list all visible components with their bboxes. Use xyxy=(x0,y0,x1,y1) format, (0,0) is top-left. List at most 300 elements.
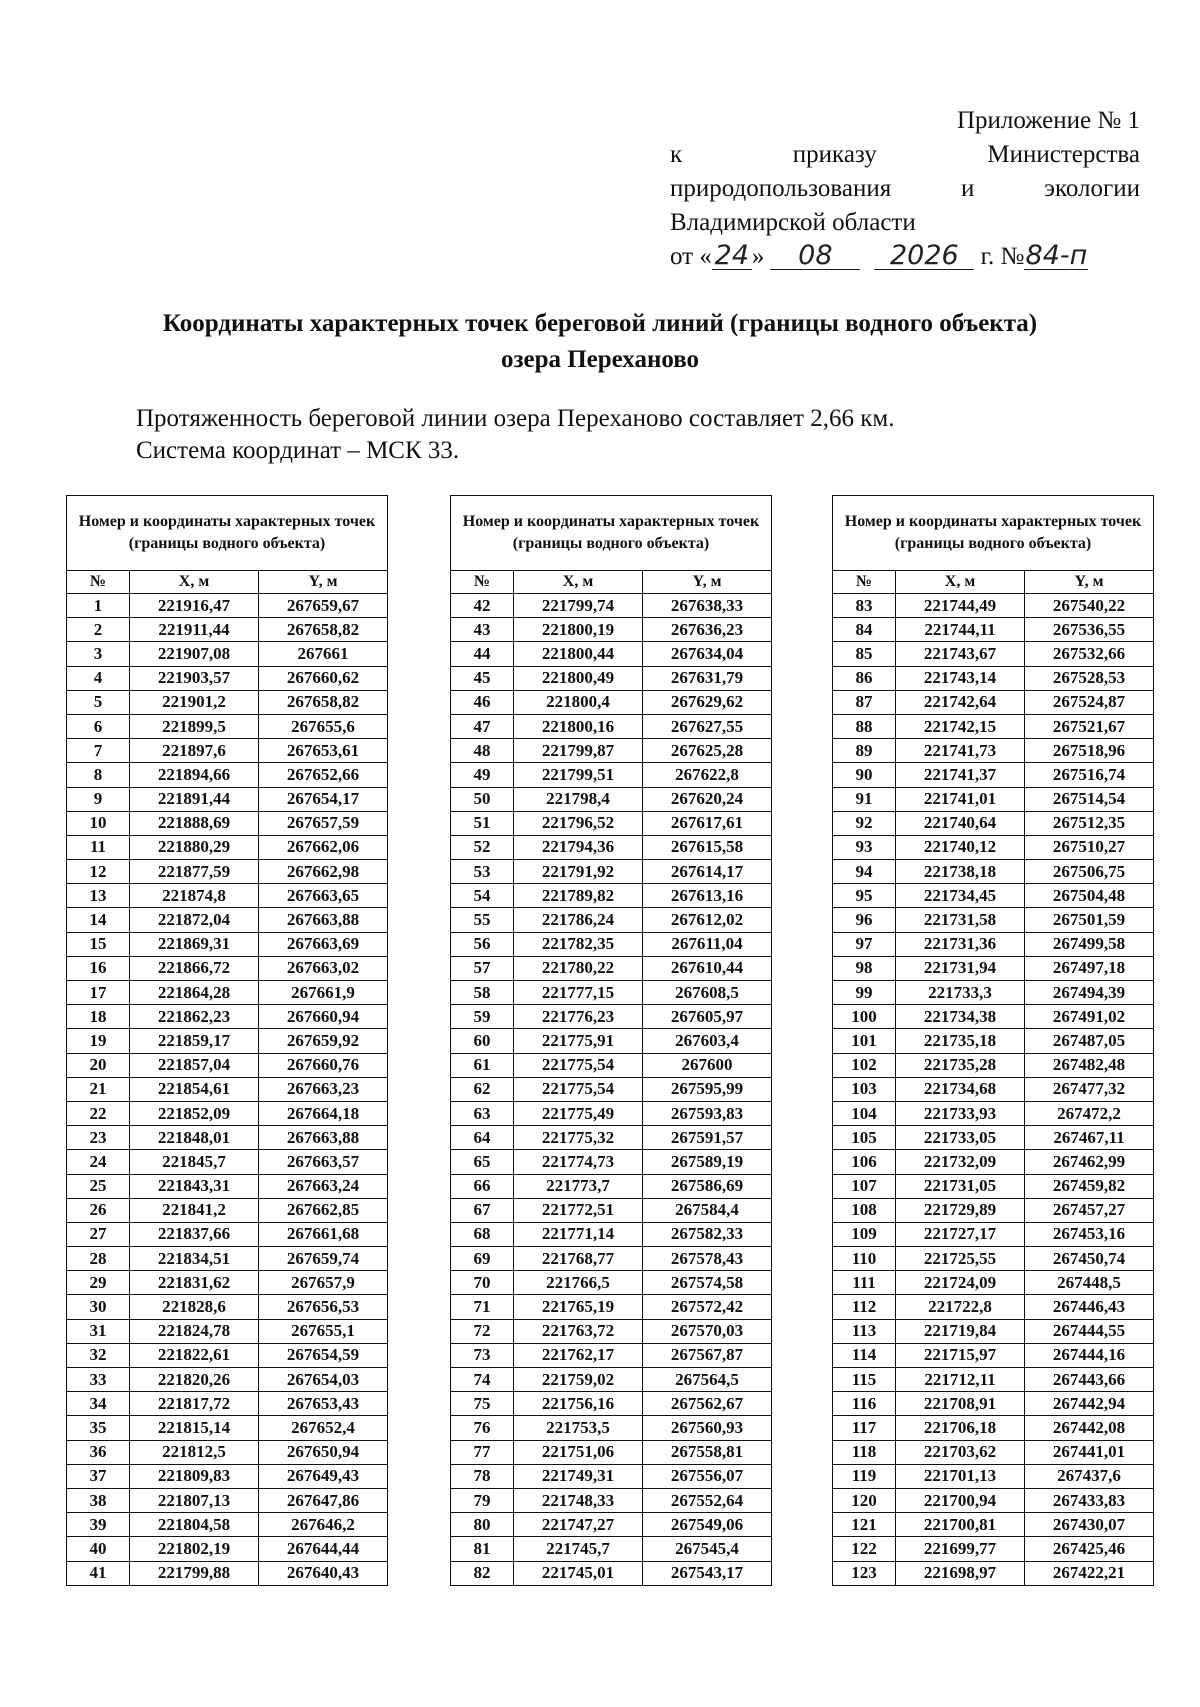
y-coordinate-cell: 267430,07 xyxy=(1025,1513,1154,1537)
table-row xyxy=(833,811,1154,835)
region-line: Владимирской области xyxy=(670,209,916,236)
table-row xyxy=(451,1295,772,1319)
x-coordinate-cell: 221848,01 xyxy=(130,1126,259,1150)
table-row xyxy=(67,884,388,908)
point-number-cell: 74 xyxy=(451,1368,514,1392)
point-number-cell: 108 xyxy=(833,1198,896,1222)
x-coordinate-cell: 221804,58 xyxy=(130,1513,259,1537)
table-row xyxy=(833,1561,1154,1585)
y-coordinate-cell: 267661,68 xyxy=(259,1222,388,1246)
point-number-cell: 4 xyxy=(67,666,130,690)
point-number-cell: 63 xyxy=(451,1101,514,1125)
handwritten-year: 2026 xyxy=(874,243,974,270)
x-coordinate-cell: 221815,14 xyxy=(130,1416,259,1440)
point-number-cell: 44 xyxy=(451,642,514,666)
y-coordinate-cell: 267610,44 xyxy=(643,956,772,980)
y-coordinate-cell: 267663,02 xyxy=(259,956,388,980)
x-coordinate-cell: 221872,04 xyxy=(130,908,259,932)
x-coordinate-cell: 221712,11 xyxy=(896,1368,1025,1392)
x-coordinate-cell: 221897,6 xyxy=(130,739,259,763)
x-coordinate-cell: 221735,18 xyxy=(896,1029,1025,1053)
y-coordinate-cell: 267663,88 xyxy=(259,908,388,932)
x-coordinate-cell: 221768,77 xyxy=(514,1247,643,1271)
y-coordinate-cell: 267501,59 xyxy=(1025,908,1154,932)
table-row xyxy=(451,1222,772,1246)
coordinates-table-3 xyxy=(832,495,1154,1586)
x-coordinate-cell: 221854,61 xyxy=(130,1077,259,1101)
point-number-cell: 112 xyxy=(833,1295,896,1319)
table-row xyxy=(67,666,388,690)
x-coordinate-cell: 221800,49 xyxy=(514,666,643,690)
point-number-cell: 80 xyxy=(451,1513,514,1537)
point-number-cell: 47 xyxy=(451,714,514,738)
table-row xyxy=(67,1126,388,1150)
table-row xyxy=(833,1319,1154,1343)
table-row xyxy=(833,1513,1154,1537)
y-coordinate-cell: 267664,18 xyxy=(259,1101,388,1125)
table-row xyxy=(451,594,772,618)
y-coordinate-cell: 267650,94 xyxy=(259,1440,388,1464)
y-coordinate-cell: 267457,27 xyxy=(1025,1198,1154,1222)
nature-word: природопользования xyxy=(670,175,892,202)
point-number-cell: 11 xyxy=(67,835,130,859)
table-row xyxy=(451,1343,772,1367)
y-coordinate-cell: 267658,82 xyxy=(259,690,388,714)
point-number-cell: 85 xyxy=(833,642,896,666)
table-row xyxy=(67,1368,388,1392)
point-number-cell: 115 xyxy=(833,1368,896,1392)
table-row xyxy=(451,908,772,932)
point-number-cell: 86 xyxy=(833,666,896,690)
y-coordinate-cell: 267652,4 xyxy=(259,1416,388,1440)
table-row xyxy=(833,1343,1154,1367)
y-coordinate-cell: 267647,86 xyxy=(259,1488,388,1512)
y-coordinate-cell: 267660,76 xyxy=(259,1053,388,1077)
point-number-cell: 100 xyxy=(833,1005,896,1029)
table-row xyxy=(67,1222,388,1246)
y-coordinate-cell: 267560,93 xyxy=(643,1416,772,1440)
x-coordinate-cell: 221742,15 xyxy=(896,714,1025,738)
point-number-cell: 60 xyxy=(451,1029,514,1053)
table-row xyxy=(67,1440,388,1464)
point-number-cell: 73 xyxy=(451,1343,514,1367)
y-coordinate-cell: 267443,66 xyxy=(1025,1368,1154,1392)
coordinates-table-2 xyxy=(450,495,772,1586)
y-coordinate-cell: 267603,4 xyxy=(643,1029,772,1053)
y-coordinate-cell: 267625,28 xyxy=(643,739,772,763)
y-coordinate-cell: 267660,94 xyxy=(259,1005,388,1029)
x-coordinate-cell: 221734,68 xyxy=(896,1077,1025,1101)
y-coordinate-cell: 267552,64 xyxy=(643,1488,772,1512)
x-coordinate-cell: 221800,16 xyxy=(514,714,643,738)
x-coordinate-cell: 221773,7 xyxy=(514,1174,643,1198)
document-title xyxy=(60,306,1140,378)
x-coordinate-cell: 221729,89 xyxy=(896,1198,1025,1222)
x-coordinate-cell: 221735,28 xyxy=(896,1053,1025,1077)
point-number-cell: 16 xyxy=(67,956,130,980)
x-coordinate-cell: 221749,31 xyxy=(514,1464,643,1488)
point-number-cell: 75 xyxy=(451,1392,514,1416)
point-number-cell: 41 xyxy=(67,1561,130,1585)
point-number-cell: 5 xyxy=(67,690,130,714)
y-coordinate-cell: 267605,97 xyxy=(643,1005,772,1029)
from-quote-close: » xyxy=(751,243,765,270)
point-number-cell: 107 xyxy=(833,1174,896,1198)
y-coordinate-cell: 267570,03 xyxy=(643,1319,772,1343)
y-coordinate-cell: 267482,48 xyxy=(1025,1053,1154,1077)
y-coordinate-cell: 267512,35 xyxy=(1025,811,1154,835)
x-coordinate-cell: 221798,4 xyxy=(514,787,643,811)
table-row xyxy=(833,739,1154,763)
point-number-cell: 23 xyxy=(67,1126,130,1150)
x-coordinate-cell: 221751,06 xyxy=(514,1440,643,1464)
y-coordinate-cell: 267586,69 xyxy=(643,1174,772,1198)
x-coordinate-cell: 221791,92 xyxy=(514,860,643,884)
table-row xyxy=(67,763,388,787)
table-row xyxy=(833,1174,1154,1198)
y-coordinate-cell: 267549,06 xyxy=(643,1513,772,1537)
point-number-cell: 31 xyxy=(67,1319,130,1343)
handwritten-day: 24 xyxy=(712,243,752,270)
point-number-cell: 7 xyxy=(67,739,130,763)
x-coordinate-cell: 221741,01 xyxy=(896,787,1025,811)
y-coordinate-cell: 267545,4 xyxy=(643,1537,772,1561)
point-number-cell: 43 xyxy=(451,618,514,642)
table-row xyxy=(833,714,1154,738)
point-number-cell: 24 xyxy=(67,1150,130,1174)
table-row xyxy=(833,690,1154,714)
x-coordinate-cell: 221745,01 xyxy=(514,1561,643,1585)
x-coordinate-cell: 221799,51 xyxy=(514,763,643,787)
x-coordinate-cell: 221862,23 xyxy=(130,1005,259,1029)
y-coordinate-cell: 267663,65 xyxy=(259,884,388,908)
table-row xyxy=(451,860,772,884)
x-coordinate-cell: 221782,35 xyxy=(514,932,643,956)
y-coordinate-cell: 267506,75 xyxy=(1025,860,1154,884)
point-number-cell: 66 xyxy=(451,1174,514,1198)
table-row xyxy=(451,1513,772,1537)
x-coordinate-cell: 221786,24 xyxy=(514,908,643,932)
table-row xyxy=(833,763,1154,787)
y-coordinate-cell: 267593,83 xyxy=(643,1101,772,1125)
x-coordinate-cell: 221742,64 xyxy=(896,690,1025,714)
point-number-cell: 111 xyxy=(833,1271,896,1295)
y-coordinate-cell: 267448,5 xyxy=(1025,1271,1154,1295)
table-row xyxy=(833,1537,1154,1561)
info-block xyxy=(136,403,894,467)
y-coordinate-cell: 267620,24 xyxy=(643,787,772,811)
point-number-cell: 55 xyxy=(451,908,514,932)
x-coordinate-cell: 221771,14 xyxy=(514,1222,643,1246)
table-row xyxy=(833,1077,1154,1101)
table-row xyxy=(833,1005,1154,1029)
x-coordinate-cell: 221800,19 xyxy=(514,618,643,642)
col-header-num: № xyxy=(833,571,896,594)
y-coordinate-cell: 267564,5 xyxy=(643,1368,772,1392)
x-coordinate-cell: 221740,12 xyxy=(896,835,1025,859)
table-row xyxy=(67,642,388,666)
y-coordinate-cell: 267578,43 xyxy=(643,1247,772,1271)
table-row xyxy=(451,1537,772,1561)
x-coordinate-cell: 221780,22 xyxy=(514,956,643,980)
table-row xyxy=(833,618,1154,642)
table-row xyxy=(833,1150,1154,1174)
point-number-cell: 58 xyxy=(451,981,514,1005)
point-number-cell: 25 xyxy=(67,1174,130,1198)
table-row xyxy=(67,787,388,811)
table-row xyxy=(833,666,1154,690)
table-row xyxy=(67,1198,388,1222)
point-number-cell: 37 xyxy=(67,1464,130,1488)
point-number-cell: 83 xyxy=(833,594,896,618)
x-coordinate-cell: 221708,91 xyxy=(896,1392,1025,1416)
y-coordinate-cell: 267653,61 xyxy=(259,739,388,763)
x-coordinate-cell: 221753,5 xyxy=(514,1416,643,1440)
y-coordinate-cell: 267524,87 xyxy=(1025,690,1154,714)
point-number-cell: 71 xyxy=(451,1295,514,1319)
point-number-cell: 93 xyxy=(833,835,896,859)
x-coordinate-cell: 221763,72 xyxy=(514,1319,643,1343)
order-line xyxy=(670,138,1140,172)
point-number-cell: 18 xyxy=(67,1005,130,1029)
table-row xyxy=(67,1101,388,1125)
table-row xyxy=(451,1150,772,1174)
y-coordinate-cell: 267615,58 xyxy=(643,835,772,859)
x-coordinate-cell: 221809,83 xyxy=(130,1464,259,1488)
ecology-word: экологии xyxy=(1044,175,1140,202)
table-group-header: Номер и координаты характерных точек (границы водного объекта) xyxy=(451,496,772,571)
point-number-cell: 1 xyxy=(67,594,130,618)
y-coordinate-cell: 267591,57 xyxy=(643,1126,772,1150)
table-row xyxy=(833,884,1154,908)
y-coordinate-cell: 267622,8 xyxy=(643,763,772,787)
x-coordinate-cell: 221733,05 xyxy=(896,1126,1025,1150)
table-row xyxy=(451,1126,772,1150)
col-header-y: Y, м xyxy=(643,571,772,594)
table-row xyxy=(451,1101,772,1125)
x-coordinate-cell: 221899,5 xyxy=(130,714,259,738)
point-number-cell: 104 xyxy=(833,1101,896,1125)
point-number-cell: 64 xyxy=(451,1126,514,1150)
point-number-cell: 28 xyxy=(67,1247,130,1271)
table-row xyxy=(451,956,772,980)
y-coordinate-cell: 267613,16 xyxy=(643,884,772,908)
x-coordinate-cell: 221901,2 xyxy=(130,690,259,714)
y-coordinate-cell: 267491,02 xyxy=(1025,1005,1154,1029)
table-row xyxy=(451,787,772,811)
table-row xyxy=(451,690,772,714)
point-number-cell: 14 xyxy=(67,908,130,932)
table-row xyxy=(451,1488,772,1512)
point-number-cell: 95 xyxy=(833,884,896,908)
table-row xyxy=(451,1174,772,1198)
point-number-cell: 96 xyxy=(833,908,896,932)
y-coordinate-cell: 267659,74 xyxy=(259,1247,388,1271)
x-coordinate-cell: 221916,47 xyxy=(130,594,259,618)
x-coordinate-cell: 221891,44 xyxy=(130,787,259,811)
x-coordinate-cell: 221706,18 xyxy=(896,1416,1025,1440)
y-coordinate-cell: 267567,87 xyxy=(643,1343,772,1367)
point-number-cell: 45 xyxy=(451,666,514,690)
table-row xyxy=(833,908,1154,932)
y-coordinate-cell: 267654,03 xyxy=(259,1368,388,1392)
point-number-cell: 105 xyxy=(833,1126,896,1150)
x-coordinate-cell: 221700,94 xyxy=(896,1488,1025,1512)
x-coordinate-cell: 221843,31 xyxy=(130,1174,259,1198)
y-coordinate-cell: 267516,74 xyxy=(1025,763,1154,787)
ministry-word: Министерства xyxy=(987,141,1140,168)
y-coordinate-cell: 267433,83 xyxy=(1025,1488,1154,1512)
point-number-cell: 54 xyxy=(451,884,514,908)
table-row xyxy=(833,1271,1154,1295)
col-header-num: № xyxy=(67,571,130,594)
x-coordinate-cell: 221866,72 xyxy=(130,956,259,980)
point-number-cell: 53 xyxy=(451,860,514,884)
point-number-cell: 101 xyxy=(833,1029,896,1053)
x-coordinate-cell: 221799,88 xyxy=(130,1561,259,1585)
y-coordinate-cell: 267450,74 xyxy=(1025,1247,1154,1271)
point-number-cell: 97 xyxy=(833,932,896,956)
x-coordinate-cell: 221907,08 xyxy=(130,642,259,666)
y-coordinate-cell: 267444,55 xyxy=(1025,1319,1154,1343)
x-coordinate-cell: 221880,29 xyxy=(130,835,259,859)
x-coordinate-cell: 221800,4 xyxy=(514,690,643,714)
y-coordinate-cell: 267646,2 xyxy=(259,1513,388,1537)
table-row xyxy=(833,594,1154,618)
x-coordinate-cell: 221699,77 xyxy=(896,1537,1025,1561)
point-number-cell: 67 xyxy=(451,1198,514,1222)
table-row xyxy=(67,1488,388,1512)
table-row xyxy=(67,1053,388,1077)
table-row xyxy=(451,1416,772,1440)
x-coordinate-cell: 221775,54 xyxy=(514,1077,643,1101)
point-number-cell: 113 xyxy=(833,1319,896,1343)
y-coordinate-cell: 267510,27 xyxy=(1025,835,1154,859)
x-coordinate-cell: 221741,73 xyxy=(896,739,1025,763)
x-coordinate-cell: 221731,36 xyxy=(896,932,1025,956)
x-coordinate-cell: 221794,36 xyxy=(514,835,643,859)
x-coordinate-cell: 221743,14 xyxy=(896,666,1025,690)
point-number-cell: 2 xyxy=(67,618,130,642)
point-number-cell: 13 xyxy=(67,884,130,908)
point-number-cell: 89 xyxy=(833,739,896,763)
title-line-1: Координаты характерных точек береговой линий (границы водного объекта) xyxy=(162,310,1038,337)
col-header-y: Y, м xyxy=(1025,571,1154,594)
col-header-x: X, м xyxy=(514,571,643,594)
y-coordinate-cell: 267442,08 xyxy=(1025,1416,1154,1440)
y-coordinate-cell: 267589,19 xyxy=(643,1150,772,1174)
point-number-cell: 51 xyxy=(451,811,514,835)
x-coordinate-cell: 221777,15 xyxy=(514,981,643,1005)
point-number-cell: 114 xyxy=(833,1343,896,1367)
x-coordinate-cell: 221745,7 xyxy=(514,1537,643,1561)
y-coordinate-cell: 267584,4 xyxy=(643,1198,772,1222)
y-coordinate-cell: 267660,62 xyxy=(259,666,388,690)
y-coordinate-cell: 267634,04 xyxy=(643,642,772,666)
table-row xyxy=(67,1029,388,1053)
x-coordinate-cell: 221789,82 xyxy=(514,884,643,908)
y-coordinate-cell: 267661,9 xyxy=(259,981,388,1005)
year-suffix: г. № xyxy=(980,243,1025,270)
y-coordinate-cell: 267663,23 xyxy=(259,1077,388,1101)
table-row xyxy=(451,811,772,835)
y-coordinate-cell: 267441,01 xyxy=(1025,1440,1154,1464)
point-number-cell: 98 xyxy=(833,956,896,980)
table-row xyxy=(451,763,772,787)
y-coordinate-cell: 267494,39 xyxy=(1025,981,1154,1005)
y-coordinate-cell: 267636,23 xyxy=(643,618,772,642)
y-coordinate-cell: 267663,24 xyxy=(259,1174,388,1198)
table-row xyxy=(833,1029,1154,1053)
table-row xyxy=(451,666,772,690)
table-row xyxy=(833,1247,1154,1271)
y-coordinate-cell: 267663,88 xyxy=(259,1126,388,1150)
x-coordinate-cell: 221874,8 xyxy=(130,884,259,908)
y-coordinate-cell: 267656,53 xyxy=(259,1295,388,1319)
x-coordinate-cell: 221845,7 xyxy=(130,1150,259,1174)
point-number-cell: 65 xyxy=(451,1150,514,1174)
x-coordinate-cell: 221744,49 xyxy=(896,594,1025,618)
point-number-cell: 123 xyxy=(833,1561,896,1585)
table-row xyxy=(67,1174,388,1198)
x-coordinate-cell: 221911,44 xyxy=(130,618,259,642)
point-number-cell: 22 xyxy=(67,1101,130,1125)
point-number-cell: 12 xyxy=(67,860,130,884)
table-row xyxy=(67,1416,388,1440)
y-coordinate-cell: 267659,92 xyxy=(259,1029,388,1053)
point-number-cell: 32 xyxy=(67,1343,130,1367)
y-coordinate-cell: 267422,21 xyxy=(1025,1561,1154,1585)
point-number-cell: 87 xyxy=(833,690,896,714)
table-row xyxy=(67,1464,388,1488)
y-coordinate-cell: 267640,43 xyxy=(259,1561,388,1585)
y-coordinate-cell: 267518,96 xyxy=(1025,739,1154,763)
y-coordinate-cell: 267499,58 xyxy=(1025,932,1154,956)
x-coordinate-cell: 221775,49 xyxy=(514,1101,643,1125)
y-coordinate-cell: 267654,17 xyxy=(259,787,388,811)
shoreline-length-text: Протяженность береговой линии озера Переханово составляет 2,66 км. xyxy=(136,405,895,432)
x-coordinate-cell: 221743,67 xyxy=(896,642,1025,666)
x-coordinate-cell: 221802,19 xyxy=(130,1537,259,1561)
y-coordinate-cell: 267652,66 xyxy=(259,763,388,787)
y-coordinate-cell: 267631,79 xyxy=(643,666,772,690)
x-coordinate-cell: 221817,72 xyxy=(130,1392,259,1416)
x-coordinate-cell: 221828,6 xyxy=(130,1295,259,1319)
table-row xyxy=(833,1222,1154,1246)
x-coordinate-cell: 221703,62 xyxy=(896,1440,1025,1464)
table-row xyxy=(451,835,772,859)
y-coordinate-cell: 267663,69 xyxy=(259,932,388,956)
table-row xyxy=(67,1537,388,1561)
x-coordinate-cell: 221812,5 xyxy=(130,1440,259,1464)
table-row xyxy=(451,642,772,666)
table-row xyxy=(833,956,1154,980)
y-coordinate-cell: 267617,61 xyxy=(643,811,772,835)
col-header-num: № xyxy=(451,571,514,594)
table-row xyxy=(67,1077,388,1101)
table-row xyxy=(451,1053,772,1077)
x-coordinate-cell: 221799,87 xyxy=(514,739,643,763)
y-coordinate-cell: 267662,06 xyxy=(259,835,388,859)
y-coordinate-cell: 267558,81 xyxy=(643,1440,772,1464)
table-row xyxy=(451,1368,772,1392)
table-row xyxy=(451,1005,772,1029)
point-number-cell: 81 xyxy=(451,1537,514,1561)
x-coordinate-cell: 221759,02 xyxy=(514,1368,643,1392)
coordinates-table-1 xyxy=(66,495,388,1586)
x-coordinate-cell: 221766,5 xyxy=(514,1271,643,1295)
table-row xyxy=(833,642,1154,666)
